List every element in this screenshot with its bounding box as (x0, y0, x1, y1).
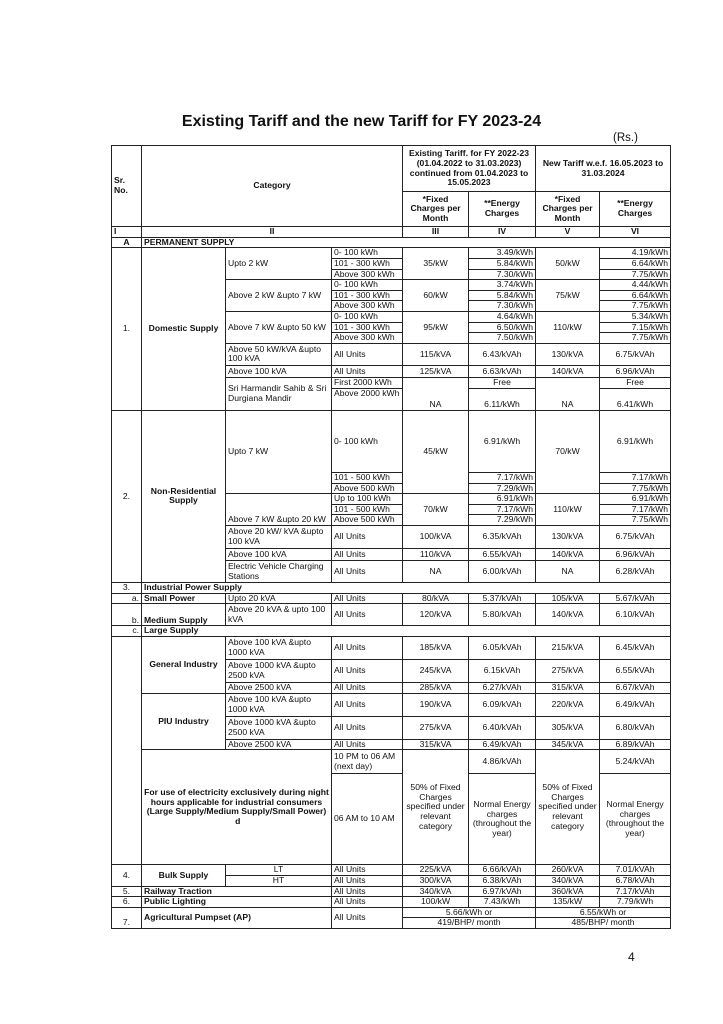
energy-charge-new: 5.24/kVAh (600, 750, 671, 774)
energy-charge-new: 6.45/kVAh (600, 636, 671, 659)
energy-charge-new: 7.79/kWh (600, 897, 671, 908)
serial-number: b. (112, 604, 142, 626)
consumption-slab: All Units (332, 886, 403, 897)
serial-number: 6. (112, 897, 142, 908)
energy-charge-new: 6.10/kVAh (600, 604, 671, 626)
section-label: Industrial Power Supply (142, 583, 671, 594)
fixed-charge-old: 45/kW (403, 410, 469, 493)
consumption-slab (332, 399, 403, 410)
energy-charge-old: Free (469, 377, 536, 388)
consumption-slab: Up to 100 kWh (332, 494, 403, 505)
fixed-charge-old: 225/kVA (403, 865, 469, 876)
energy-charge-old: 5.84/kWh (469, 290, 536, 301)
fixed-charge-new: 140/kVA (536, 549, 600, 561)
energy-charge-old: 6.50/kWh (469, 322, 536, 333)
load-range: Above 7 kW &upto 50 kW (226, 312, 332, 344)
table-row (112, 636, 671, 659)
load-range: Above 2 kW &upto 7 kW (226, 280, 332, 312)
supply-type: HT (226, 875, 332, 886)
section-row (112, 583, 671, 594)
section-code: A (112, 237, 142, 248)
ap-tariff-new: 485/BHP/ month (536, 918, 671, 929)
fixed-charge-new: NA (536, 377, 600, 410)
page-number: 4 (628, 950, 635, 964)
energy-charge-old: 6.49/kVAh (469, 739, 536, 750)
fixed-charge-old: 120/kVA (403, 604, 469, 626)
energy-charge-old: 5.80/kVAh (469, 604, 536, 626)
fixed-charge-old: 100/kW (403, 897, 469, 908)
fixed-charge-old: 190/kVA (403, 693, 469, 716)
tariff-table (111, 145, 670, 929)
energy-charge-old: 4.86/kVAh (469, 750, 536, 774)
consumption-slab: 101 - 300 kWh (332, 258, 403, 269)
energy-charge-old: 6.05/kVAh (469, 636, 536, 659)
category-label: Small Power (142, 593, 226, 604)
table-row (112, 886, 671, 897)
fixed-charge-new: 260/kVA (536, 865, 600, 876)
category-label: Bulk Supply (142, 865, 226, 886)
consumption-slab: All Units (332, 907, 403, 928)
consumption-slab: Above 300 kWh (332, 301, 403, 312)
consumption-slab: 0- 100 kWh (332, 312, 403, 323)
energy-charge-old: 7.50/kWh (469, 333, 536, 344)
consumption-slab: 101 - 500 kWh (332, 504, 403, 515)
column-number: III (403, 227, 469, 238)
energy-charge-new: 5.34/kWh (600, 312, 671, 323)
consumption-slab: 0- 100 kWh (332, 410, 403, 472)
serial-number: 2. (112, 410, 142, 582)
load-range: Above 100 kVA &upto 1000 kVA (226, 636, 332, 659)
fixed-charge-new: 215/kVA (536, 636, 600, 659)
load-range: Electric Vehicle Charging Stations (226, 561, 332, 583)
consumption-slab: All Units (332, 593, 403, 604)
serial-number (112, 636, 142, 864)
fixed-charge-old: 80/kVA (403, 593, 469, 604)
fixed-charge-old: 340/kVA (403, 886, 469, 897)
consumption-slab: All Units (332, 739, 403, 750)
energy-charge-old: 6.40/kVAh (469, 716, 536, 739)
table-row (112, 693, 671, 716)
existing-tariff-header: Existing Tariff. for FY 2022-23 (01.04.2022 to 31.03.2023) continued from 01.04.2023 to 15.05.2023 (403, 146, 536, 192)
energy-charge-new: 6.75/kVAh (600, 526, 671, 549)
energy-charge-new: 6.80/kVAh (600, 716, 671, 739)
fixed-charge-old: 35/kW (403, 248, 469, 280)
energy-charge-new: 6.75/kVAh (600, 343, 671, 365)
consumption-slab: All Units (332, 526, 403, 549)
energy-charge-new: 7.75/kWh (600, 483, 671, 494)
energy-charge-old: 6.43/kVAh (469, 343, 536, 365)
currency-note: (Rs.) (613, 132, 638, 144)
energy-charge-old: 7.30/kWh (469, 301, 536, 312)
consumption-slab: 0- 100 kWh (332, 280, 403, 291)
fixed-charge-new: 110/kW (536, 312, 600, 344)
column-number: II (142, 227, 403, 238)
night-hours-code: d (235, 815, 241, 826)
consumption-slab: All Units (332, 549, 403, 561)
serial-number: 5. (112, 886, 142, 897)
energy-charge-new: 7.17/kWh (600, 472, 671, 483)
fixed-charge-new: 50/kW (536, 248, 600, 280)
energy-charge-old: 6.91/kWh (469, 410, 536, 472)
energy-charge-new: 7.17/kWh (600, 504, 671, 515)
table-row (112, 248, 671, 259)
energy-charge-new: 6.64/kWh (600, 290, 671, 301)
consumption-slab: First 2000 kWh (332, 377, 403, 388)
fixed-charge-new: 110/kW (536, 494, 600, 526)
energy-charge-new: 5.67/kVAh (600, 593, 671, 604)
energy-charge-old: 6.27/kVAh (469, 682, 536, 693)
load-range: Sri Harmandir Sahib & Sri Durgiana Mandir (226, 377, 332, 410)
load-range: Above 20 kW/ kVA &upto 100 kVA (226, 526, 332, 549)
consumption-slab: Above 500 kWh (332, 515, 403, 526)
consumption-slab: All Units (332, 365, 403, 377)
consumption-slab: 101 - 300 kWh (332, 322, 403, 333)
energy-charge-new: 6.96/kVAh (600, 549, 671, 561)
energy-charge-new: 6.67/kVAh (600, 682, 671, 693)
column-number-row (112, 227, 671, 238)
fixed-charge-old: 315/kVA (403, 739, 469, 750)
energy-charge-new: 4.19/kWh (600, 248, 671, 259)
energy-charge-new: 7.75/kWh (600, 301, 671, 312)
sr-no-header: Sr. No. (112, 146, 142, 227)
fixed-charge-old: 245/kVA (403, 659, 469, 682)
consumption-slab: Above 500 kWh (332, 483, 403, 494)
ap-tariff-new: 6.55/kWh or (536, 907, 671, 918)
column-number: I (112, 227, 142, 238)
energy-charge-old: 7.17/kWh (469, 504, 536, 515)
section-label: PERMANENT SUPPLY (142, 237, 671, 248)
energy-charge-old: 3.49/kWh (469, 248, 536, 259)
category-label: General Industry (142, 636, 226, 693)
serial-number: 7. (112, 907, 142, 928)
load-range: Above 100 kVA (226, 549, 332, 561)
energy-charge-old: 4.64/kWh (469, 312, 536, 323)
fixed-charge-new: 130/kVA (536, 343, 600, 365)
energy-charges-header: **Energy Charges (600, 192, 671, 227)
load-range: Above 100 kVA (226, 365, 332, 377)
section-row (112, 626, 671, 637)
fixed-charge-old: 300/kVA (403, 875, 469, 886)
consumption-slab: 101 - 500 kWh (332, 472, 403, 483)
fixed-charge-old: 115/kVA (403, 343, 469, 365)
column-number: VI (600, 227, 671, 238)
fixed-charge-new: 140/kVA (536, 604, 600, 626)
energy-charge-new: Normal Energy charges (throughout the year) (600, 774, 671, 865)
energy-charge-old: 7.17/kWh (469, 472, 536, 483)
column-number: V (536, 227, 600, 238)
table-row (112, 593, 671, 604)
fixed-charges-header: *Fixed Charges per Month (403, 192, 469, 227)
energy-charges-header: **Energy Charges (469, 192, 536, 227)
night-hours-label (142, 750, 332, 865)
fixed-charge-old: 125/kVA (403, 365, 469, 377)
energy-charge-old: 6.63/kVAh (469, 365, 536, 377)
energy-charge-old: 6.38/kVAh (469, 875, 536, 886)
serial-number: c. (112, 626, 142, 637)
fixed-charge-new: 70/kW (536, 410, 600, 493)
table-row (112, 604, 671, 626)
consumption-slab: All Units (332, 693, 403, 716)
energy-charge-new: 7.15/kWh (600, 322, 671, 333)
load-range: Above 1000 kVA &upto 2500 kVA (226, 716, 332, 739)
load-range: Above 7 kW &upto 20 kW (226, 494, 332, 526)
load-range: Upto 20 kVA (226, 593, 332, 604)
fixed-charge-old: 95/kW (403, 312, 469, 344)
energy-charge-new: 7.01/kVAh (600, 865, 671, 876)
fixed-charge-old: 100/kVA (403, 526, 469, 549)
energy-charge-old: 6.11/kWh (469, 399, 536, 410)
energy-charge-new: 6.28/kVAh (600, 561, 671, 583)
header-row (112, 146, 671, 192)
load-range: Above 2500 kVA (226, 739, 332, 750)
consumption-slab: All Units (332, 865, 403, 876)
energy-charge-new: 6.64/kWh (600, 258, 671, 269)
night-hours-text: For use of electricity exclusively during night hours applicable for industrial consumers (Large Supply/Medium Supply/Small Power) (144, 786, 329, 817)
fixed-charge-new: 140/kVA (536, 365, 600, 377)
supply-type: LT (226, 865, 332, 876)
energy-charge-new: 6.49/kVAh (600, 693, 671, 716)
energy-charge-new: 7.75/kWh (600, 333, 671, 344)
ap-tariff-old: 419/BHP/ month (403, 918, 536, 929)
energy-charge-old: 5.84/kWh (469, 258, 536, 269)
energy-charge-new: 6.55/kVAh (600, 659, 671, 682)
fixed-charge-new: 220/kVA (536, 693, 600, 716)
energy-charge-new: 7.75/kWh (600, 515, 671, 526)
table-row (112, 907, 671, 918)
time-slot: 10 PM to 06 AM (next day) (332, 750, 403, 774)
table-row (112, 410, 671, 472)
fixed-charge-old: 285/kVA (403, 682, 469, 693)
section-label: Large Supply (142, 626, 671, 637)
fixed-charge-new: 360/kVA (536, 886, 600, 897)
consumption-slab: Above 2000 kWh (332, 388, 403, 399)
load-range: Above 50 kW/kVA &upto 100 kVA (226, 343, 332, 365)
fixed-charge-new: 275/kVA (536, 659, 600, 682)
category-label: Railway Traction (142, 886, 332, 897)
serial-number: 4. (112, 865, 142, 886)
table-row (112, 750, 671, 774)
fixed-charge-old: 185/kVA (403, 636, 469, 659)
energy-charge-new: 6.89/kVAh (600, 739, 671, 750)
energy-charge-old: 6.09/kVAh (469, 693, 536, 716)
energy-charge-old: 6.97/kVAh (469, 886, 536, 897)
page-title: Existing Tariff and the new Tariff for FY 2023-24 (181, 113, 542, 130)
category-label: PIU Industry (142, 693, 226, 750)
consumption-slab: All Units (332, 561, 403, 583)
energy-charge-old: 5.37/kVAh (469, 593, 536, 604)
energy-charge-new: 6.41/kWh (600, 399, 671, 410)
load-range: Above 20 kVA & upto 100 kVA (226, 604, 332, 626)
energy-charge-old: 7.29/kWh (469, 483, 536, 494)
energy-charge-old: 7.29/kWh (469, 515, 536, 526)
category-header: Category (142, 146, 403, 227)
fixed-charge-new: 50% of Fixed Charges specified under relevant category (536, 750, 600, 865)
serial-number: 1. (112, 248, 142, 411)
energy-charge-old (469, 388, 536, 399)
table-row (112, 865, 671, 876)
consumption-slab: 101 - 300 kWh (332, 290, 403, 301)
serial-number: 3. (112, 583, 142, 594)
consumption-slab: All Units (332, 682, 403, 693)
fixed-charge-new: 340/kVA (536, 875, 600, 886)
category-label: Public Lighting (142, 897, 332, 908)
consumption-slab: All Units (332, 659, 403, 682)
energy-charge-old: 3.74/kWh (469, 280, 536, 291)
fixed-charge-new: 105/kVA (536, 593, 600, 604)
new-tariff-header: New Tariff w.e.f. 16.05.2023 to 31.03.2024 (536, 146, 671, 192)
ap-tariff-old: 5.66/kWh or (403, 907, 536, 918)
energy-charge-new: 4.44/kWh (600, 280, 671, 291)
fixed-charge-new: 135/kW (536, 897, 600, 908)
consumption-slab: Above 300 kWh (332, 333, 403, 344)
section-row (112, 237, 671, 248)
table-row (112, 897, 671, 908)
energy-charge-new: 6.96/kVAh (600, 365, 671, 377)
fixed-charge-old: 50% of Fixed Charges specified under relevant category (403, 750, 469, 865)
fixed-charge-new: NA (536, 561, 600, 583)
fixed-charge-new: 130/kVA (536, 526, 600, 549)
consumption-slab: 0- 100 kWh (332, 248, 403, 259)
category-label: Medium Supply (142, 604, 226, 626)
category-label: Domestic Supply (142, 248, 226, 411)
tariff-grid (111, 145, 671, 929)
load-range: Above 2500 kVA (226, 682, 332, 693)
energy-charge-old: 6.35/kVAh (469, 526, 536, 549)
fixed-charge-new: 315/kVA (536, 682, 600, 693)
consumption-slab: All Units (332, 343, 403, 365)
energy-charge-new: 7.17/kVAh (600, 886, 671, 897)
consumption-slab: All Units (332, 716, 403, 739)
fixed-charge-new: 305/kVA (536, 716, 600, 739)
consumption-slab: All Units (332, 875, 403, 886)
fixed-charge-old: 275/kVA (403, 716, 469, 739)
energy-charge-new: 6.78/kVAh (600, 875, 671, 886)
energy-charge-old: 6.55/kVAh (469, 549, 536, 561)
load-range: Upto 2 kW (226, 248, 332, 280)
category-label: Agricultural Pumpset (AP) (142, 907, 332, 928)
consumption-slab: All Units (332, 897, 403, 908)
energy-charge-old: 6.00/kVAh (469, 561, 536, 583)
fixed-charges-header: *Fixed Charges per Month (536, 192, 600, 227)
fixed-charge-old: 70/kW (403, 494, 469, 526)
energy-charge-old: Normal Energy charges (throughout the year) (469, 774, 536, 865)
load-range: Above 1000 kVA &upto 2500 kVA (226, 659, 332, 682)
energy-charge-old: 6.66/kVAh (469, 865, 536, 876)
category-label: Non-Residential Supply (142, 410, 226, 582)
fixed-charge-old: 110/kVA (403, 549, 469, 561)
energy-charge-old: 7.30/kWh (469, 269, 536, 280)
column-number: IV (469, 227, 536, 238)
fixed-charge-old: NA (403, 377, 469, 410)
energy-charge-old: 6.91/kWh (469, 494, 536, 505)
fixed-charge-old: NA (403, 561, 469, 583)
consumption-slab: Above 300 kWh (332, 269, 403, 280)
load-range: Upto 7 kW (226, 410, 332, 493)
time-slot: 06 AM to 10 AM (332, 774, 403, 865)
load-range: Above 100 kVA &upto 1000 kVA (226, 693, 332, 716)
fixed-charge-new: 345/kVA (536, 739, 600, 750)
consumption-slab: All Units (332, 604, 403, 626)
energy-charge-old: 7.43/kWh (469, 897, 536, 908)
energy-charge-new (600, 388, 671, 399)
energy-charge-old: 6.15kVAh (469, 659, 536, 682)
energy-charge-new: 7.75/kWh (600, 269, 671, 280)
fixed-charge-old: 60/kW (403, 280, 469, 312)
energy-charge-new: Free (600, 377, 671, 388)
energy-charge-new: 6.91/kWh (600, 410, 671, 472)
fixed-charge-new: 75/kW (536, 280, 600, 312)
consumption-slab: All Units (332, 636, 403, 659)
serial-number: a. (112, 593, 142, 604)
energy-charge-new: 6.91/kWh (600, 494, 671, 505)
